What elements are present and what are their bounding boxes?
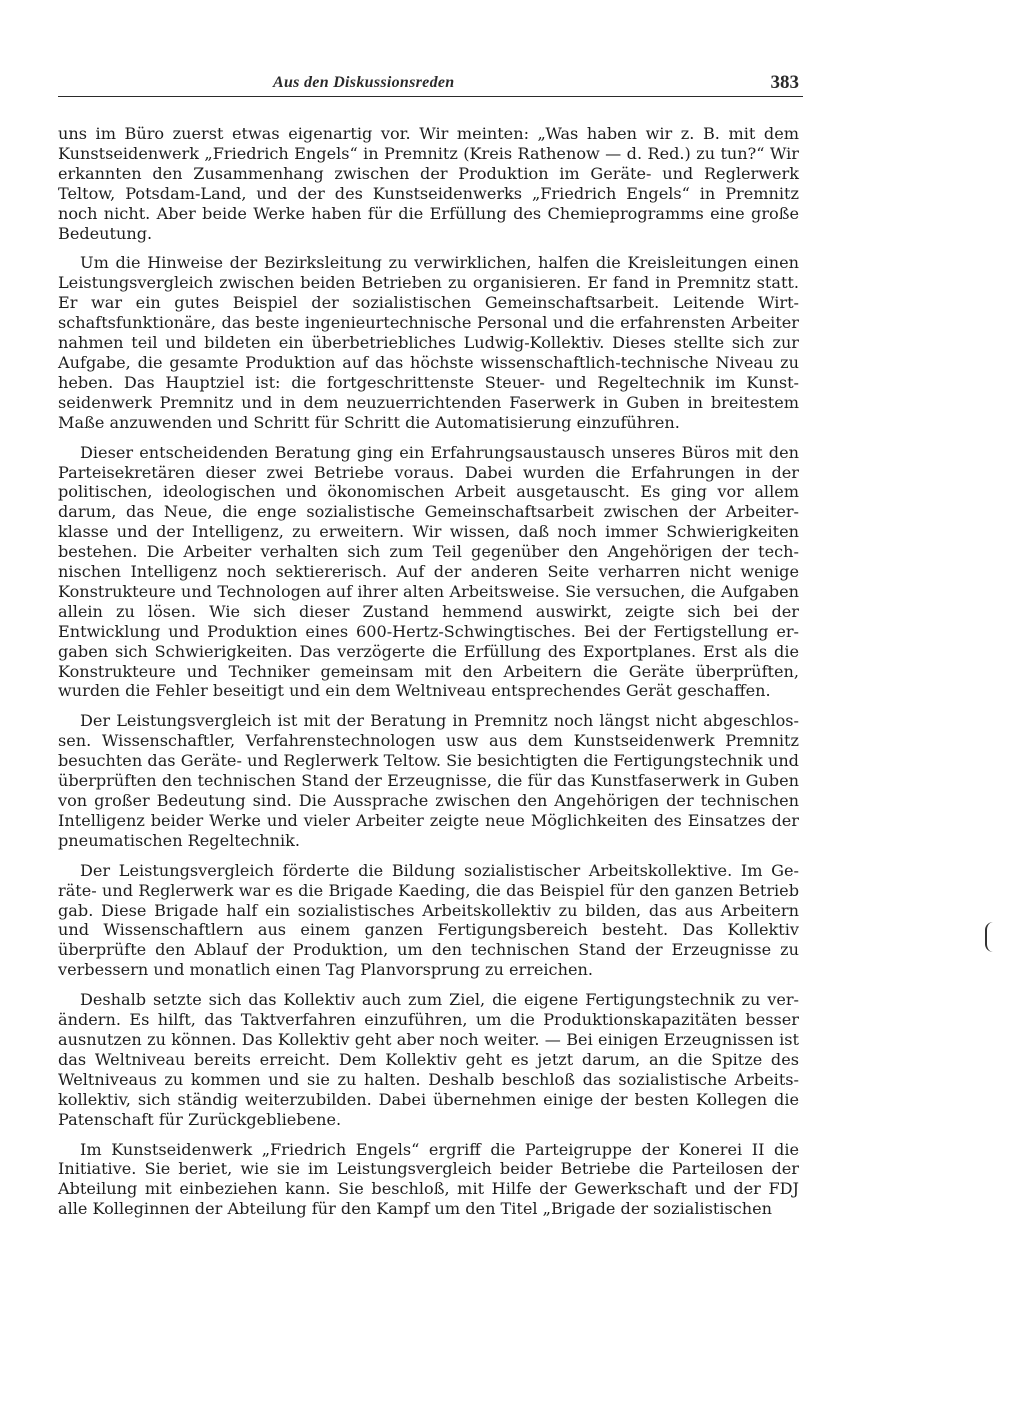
- margin-bracket-mark: [985, 922, 993, 952]
- paragraph-4: Der Leistungsvergleich ist mit der Beratung in Premnitz noch längst nicht abgeschlossen. Wissenschaftler, Verfahrenstechnologen usw aus dem Kunstseidenwerk Premnitz besuchten das Geräte- und Reglerwerk Teltow. Sie besichtigten die Fertigungstechnik und überprüften den technischen Stand der Erzeugnisse, die für das Kunstfaserwerk in Guben von großer Bedeutung sind. Die Aussprache zwischen den Angehörigen der technischen Intelligenz beider Werke und vieler Arbeiter zeigte neue Möglichkeiten des Einsatzes der pneumatischen Regeltechnik.: [58, 711, 799, 850]
- paragraph-1: uns im Büro zuerst etwas eigenartig vor. Wir meinten: „Was haben wir z. B. mit dem Kunstseidenwerk „Friedrich Engels“ in Premnitz (Kreis Rathenow — d. Red.) zu tun?“ Wir erkannten den Zusammenhang zwischen der Produktion im Geräte- und Reglerwerk Teltow, Potsdam-Land, und der des Kunstseidenwerks „Friedrich Engels“ in Premnitz noch nicht. Aber beide Werke haben für die Erfüllung des Chemieprogramms eine große Bedeutung.: [58, 124, 799, 243]
- paragraph-3: Dieser entscheidenden Beratung ging ein Erfahrungsaustausch unseres Büros mit den Parteisekretären dieser zwei Betriebe voraus. Dabei wurden die Erfahrungen in der politischen, ideologischen und ökonomischen Arbeit ausgetauscht. Es ging vor allem darum, das Neue, die enge sozialistische Gemeinschaftsarbeit zwischen der Arbeiterklasse und der Intelligenz, zu erweitern. Wir wissen, daß noch immer Schwierigkeiten bestehen. Die Arbeiter verhalten sich zum Teil gegenüber den Angehörigen der technischen Intelligenz noch sektiererisch. Auf der anderen Seite verharren nicht wenige Konstrukteure und Technologen auf ihrer alten Arbeitsweise. Sie versuchen, die Aufgaben allein zu lösen. Wie sich dieser Zustand hemmend auswirkt, zeigte sich bei der Entwicklung und Produktion eines 600-Hertz-Schwingtisches. Bei der Fertigstellung ergaben sich Schwierigkeiten. Das verzögerte die Erfüllung des Exportplanes. Erst als die Konstrukteure und Techniker gemeinsam mit den Arbeitern die Geräte überprüften, wurden die Fehler beseitigt und ein dem Weltniveau entsprechendes Gerät geschaffen.: [58, 442, 799, 701]
- running-header: [58, 70, 803, 97]
- body-text: [58, 124, 799, 1219]
- running-title: Aus den Diskussionsreden: [273, 74, 455, 91]
- paragraph-2: Um die Hinweise der Bezirksleitung zu verwirklichen, halfen die Kreisleitungen einen Leistungsvergleich zwischen beiden Betrieben zu organisieren. Er fand in Premnitz statt. Er war ein gutes Beispiel der sozialistischen Gemeinschaftsarbeit. Leitende Wirtschaftsfunktionäre, das beste ingenieurtechnische Personal und die erfahrensten Arbeiter nahmen teil und bildeten ein überbetriebliches Ludwig-Kollektiv. Dieses stellte sich zur Aufgabe, die gesamte Produktion auf das höchste wissenschaftlich-technische Niveau zu heben. Das Hauptziel ist: die fortgeschrittenste Steuer- und Regeltechnik im Kunstseidenwerk Premnitz und in dem neuzuerrichtenden Faserwerk in Guben in breitestem Maße anzuwenden und Schritt für Schritt die Automatisierung einzuführen.: [58, 253, 799, 432]
- paragraph-5: Der Leistungsvergleich förderte die Bildung sozialistischer Arbeitskollektive. Im Geräte- und Reglerwerk war es die Brigade Kaeding, die das Beispiel für den ganzen Betrieb gab. Diese Brigade half ein sozialistisches Arbeitskollektiv zu bilden, das aus Arbeitern und Wissenschaftlern aus einem ganzen Fertigungsbereich besteht. Das Kollektiv überprüfte den Ablauf der Produktion, um den technischen Stand der Erzeugnisse zu verbessern und monatlich einen Tag Planvorsprung zu erreichen.: [58, 860, 799, 980]
- paragraph-6: Deshalb setzte sich das Kollektiv auch zum Ziel, die eigene Fertigungstechnik zu verändern. Es hilft, das Taktverfahren einzuführen, um die Produktionskapazitäten besser ausnutzen zu können. Das Kollektiv geht aber noch weiter. — Bei einigen Erzeugnissen ist das Weltniveau bereits erreicht. Dem Kollektiv geht es jetzt darum, an die Spitze des Weltniveaus zu kommen und sie zu halten. Deshalb beschloß das sozialistische Arbeitskollektiv, sich ständig weiterzubilden. Dabei übernehmen einige der besten Kollegen die Patenschaft für Zurückgebliebene.: [58, 990, 799, 1129]
- paragraph-7: Im Kunstseidenwerk „Friedrich Engels“ ergriff die Parteigruppe der Konerei II die Initiative. Sie beriet, wie sie im Leistungsvergleich beider Betriebe die Parteilosen der Abteilung mit einbeziehen kann. Sie beschloß, mit Hilfe der Gewerkschaft und der FDJ alle Kolleginnen der Abteilung für den Kampf um den Titel „Brigade der sozialistischen: [58, 1139, 799, 1219]
- page-number: 383: [770, 72, 799, 93]
